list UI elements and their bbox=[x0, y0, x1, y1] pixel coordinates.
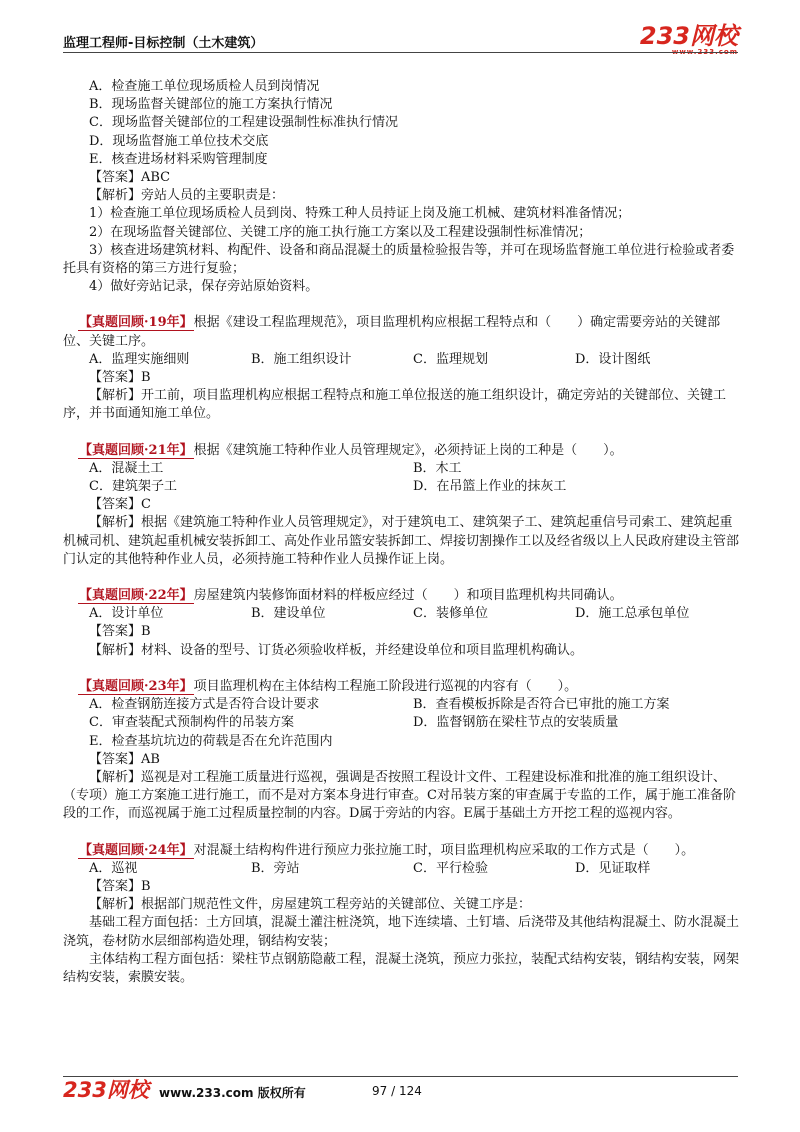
q23-options-row2 bbox=[63, 714, 743, 732]
q19-badge: 【真题回顾·19年】 bbox=[79, 315, 193, 331]
q23-option-e: E．检查基坑坑边的荷载是否在允许范围内 bbox=[89, 733, 333, 749]
q23-option-a: A．检查钢筋连接方式是否符合设计要求 bbox=[89, 697, 320, 713]
q0-option-b: B．现场监督关键部位的施工方案执行情况 bbox=[89, 97, 333, 113]
q22-option-b: B．建设单位 bbox=[251, 606, 326, 622]
q23-option-d: D．监督钢筋在梁柱节点的安装质量 bbox=[413, 715, 619, 731]
q22-badge: 【真题回顾·22年】 bbox=[79, 588, 193, 604]
q24-analysis-main: 主体结构工程方面包括：梁柱节点钢筋隐蔽工程，混凝土浇筑，预应力张拉，装配式结构安装，钢结构安装，网架结构安装，索膜安装。 bbox=[63, 951, 740, 985]
q0-answer: 【答案】ABC bbox=[89, 170, 171, 186]
q23-badge: 【真题回顾·23年】 bbox=[79, 678, 193, 694]
q19-answer: 【答案】B bbox=[89, 370, 151, 386]
q21-analysis: 【解析】根据《建筑施工特种作业人员管理规定》，对于建筑电工、建筑架子工、建筑起重信号司索工、建筑起重机械司机、建筑起重机械安装拆卸工、高处作业吊篮安装拆卸工、焊接切割操作工以及经省级以上人民政府建设主管部门认定的其他特种作业人员，必须持施工特种作业人员操作证上岗。 bbox=[63, 515, 740, 567]
footer-copyright: www.233.com 版权所有 bbox=[159, 1086, 306, 1100]
q19-option-a: A．监理实施细则 bbox=[89, 351, 190, 367]
q21-option-a: A．混凝土工 bbox=[89, 460, 164, 476]
q19-option-b: B．施工组织设计 bbox=[251, 351, 352, 367]
q23-option-b: B．查看模板拆除是否符合已审批的施工方案 bbox=[413, 697, 670, 713]
header-title: 监理工程师-目标控制（土木建筑） bbox=[63, 36, 264, 51]
q0-analysis-2: 2）在现场监督关键部位、关键工序的施工执行施工方案以及工程建设强制性标准情况； bbox=[89, 224, 592, 240]
q22-option-d: D．施工总承包单位 bbox=[575, 606, 690, 622]
q0-option-a: A．检查施工单位现场质检人员到岗情况 bbox=[89, 79, 320, 94]
q19-option-d: D．设计图纸 bbox=[575, 351, 651, 367]
q0-analysis-1: 1）检查施工单位现场质检人员到岗、特殊工种人员持证上岗及施工机械、建筑材料准备情况； bbox=[89, 206, 631, 222]
q19-stem-line bbox=[63, 314, 743, 350]
q23-analysis: 【解析】巡视是对工程施工质量进行巡视，强调是否按照工程设计文件、工程建设标准和批准的施工组织设计、（专项）施工方案施工进行施工，而不是对方案本身进行审查。C对吊装方案的审查属于专监的工作，属于施工准备阶段的工作，而巡视属于施工过程质量控制的内容。D属于旁站的内容。E属于基础土方开挖工程的巡视内容。 bbox=[63, 769, 736, 822]
q0-analysis-title: 【解析】旁站人员的主要职责是： bbox=[89, 188, 285, 204]
q24-option-c: C．平行检验 bbox=[413, 860, 488, 876]
footer-logo: 233网校 bbox=[63, 1078, 149, 1102]
q19-option-c: C．监理规划 bbox=[413, 351, 488, 367]
q22-answer: 【答案】B bbox=[89, 624, 151, 640]
q24-stem: 对混凝土结构构件进行预应力张拉施工时，项目监理机构应采取的工作方式是（ ）。 bbox=[193, 842, 695, 858]
q21-answer: 【答案】C bbox=[89, 497, 151, 513]
q24-option-a: A．巡视 bbox=[89, 860, 138, 876]
q21-stem: 根据《建筑施工特种作业人员管理规定》，必须持证上岗的工种是（ ）。 bbox=[193, 442, 623, 458]
q24-stem-line bbox=[63, 842, 743, 860]
q19-analysis: 【解析】开工前，项目监理机构应根据工程特点和施工单位报送的施工组织设计，确定旁站的关键部位、关键工序，并书面通知施工单位。 bbox=[63, 388, 727, 422]
q22-analysis: 【解析】材料、设备的型号、订货必须验收样板，并经建设单位和项目监理机构确认。 bbox=[89, 642, 584, 658]
page-number: 97 / 124 bbox=[372, 1084, 422, 1098]
q22-stem-line bbox=[63, 587, 743, 605]
q21-options-row1 bbox=[63, 460, 743, 478]
q22-stem: 房屋建筑内装修饰面材料的样板应经过（ ）和项目监理机构共同确认。 bbox=[193, 588, 623, 604]
footer-divider bbox=[63, 1076, 738, 1077]
q19-stem: 根据《建设工程监理规范》，项目监理机构应根据工程特点和（ ）确定需要旁站的关键部位、关键工序。 bbox=[63, 315, 721, 349]
q0-analysis-4: 4）做好旁站记录，保存旁站原始资料。 bbox=[89, 279, 319, 295]
page-footer bbox=[63, 1078, 738, 1108]
q22-option-c: C．装修单位 bbox=[413, 606, 488, 622]
q23-stem-line bbox=[63, 678, 743, 696]
q24-option-d: D．见证取样 bbox=[575, 860, 651, 876]
q21-option-c: C．建筑架子工 bbox=[89, 479, 177, 495]
q24-options bbox=[63, 860, 743, 878]
q21-stem-line bbox=[63, 442, 743, 460]
q23-option-c: C．审查装配式预制构件的吊装方案 bbox=[89, 715, 294, 731]
brand-logo-text: 233网校 bbox=[639, 22, 738, 50]
q21-option-b: B．木工 bbox=[413, 460, 462, 476]
q0-analysis-3: 3）核查进场建筑材料、构配件、设备和商品混凝土的质量检验报告等，并可在现场监督施工单位进行检验或者委托具有资格的第三方进行复验； bbox=[63, 242, 735, 277]
q19-options bbox=[63, 351, 743, 369]
page-header bbox=[63, 24, 738, 54]
brand-logo-sub: www.233.com bbox=[671, 48, 738, 56]
q24-analysis-intro: 【解析】根据部门规范性文件，房屋建筑工程旁站的关键部位、关键工序是： bbox=[89, 897, 532, 913]
q24-option-b: B．旁站 bbox=[251, 860, 300, 876]
header-divider bbox=[63, 52, 738, 53]
q21-options-row2 bbox=[63, 478, 743, 496]
q0-option-d: D．现场监督施工单位技术交底 bbox=[89, 133, 269, 149]
q24-analysis-foundation: 基础工程方面包括：土方回填，混凝土灌注桩浇筑，地下连续墙、土钉墙、后浇带及其他结构混凝土、防水混凝土浇筑，卷材防水层细部构造处理，钢结构安装； bbox=[63, 915, 740, 949]
document-body bbox=[63, 78, 743, 987]
q24-answer: 【答案】B bbox=[89, 878, 151, 894]
q23-answer: 【答案】AB bbox=[89, 751, 160, 767]
q0-option-e: E．核查进场材料采购管理制度 bbox=[89, 151, 268, 167]
q23-stem: 项目监理机构在主体结构工程施工阶段进行巡视的内容有（ ）。 bbox=[193, 678, 578, 694]
q21-option-d: D．在吊篮上作业的抹灰工 bbox=[413, 479, 567, 495]
q21-badge: 【真题回顾·21年】 bbox=[79, 442, 193, 458]
q23-options-row1 bbox=[63, 696, 743, 714]
q22-option-a: A．设计单位 bbox=[89, 606, 164, 622]
q24-badge: 【真题回顾·24年】 bbox=[79, 842, 193, 858]
q22-options bbox=[63, 605, 743, 623]
q0-option-c: C．现场监督关键部位的工程建设强制性标准执行情况 bbox=[89, 115, 398, 131]
